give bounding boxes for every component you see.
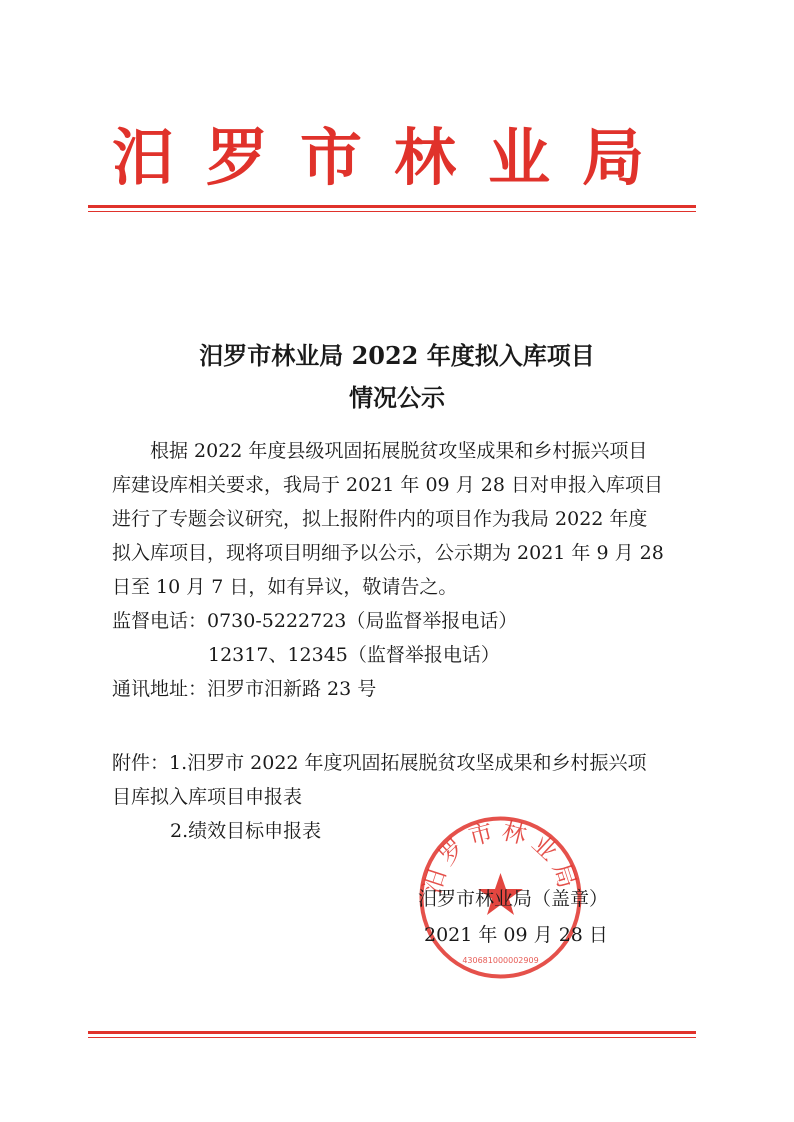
address-line: 通讯地址：汨罗市汨新路 23 号: [112, 678, 377, 700]
doc-title-line2: 情况公示: [349, 383, 445, 412]
paragraph-line: 库建设库相关要求，我局于 2021 年 09 月 28 日对申报入库项目: [112, 474, 663, 496]
attachment-line-2: 目库拟入库项目申报表: [112, 786, 303, 808]
supervision-phone-line-2: 12317、12345（监督举报电话）: [208, 644, 500, 666]
signature-org-line: 汨罗市林业局（盖章）: [418, 888, 609, 910]
svg-text:汨罗市林业局: 汨罗市林业局: [418, 816, 583, 898]
supervision-phone-line: 监督电话：0730-5222723（局监督举报电话）: [112, 610, 518, 632]
signature-date-line: 2021 年 09 月 28 日: [424, 924, 608, 946]
paragraph-line: 根据 2022 年度县级巩固拓展脱贫攻坚成果和乡村振兴项目: [150, 440, 648, 462]
paragraph-line: 日至 10 月 7 日，如有异议，敬请告之。: [112, 576, 458, 598]
letterhead-org-name: 汨罗市林业局: [112, 121, 677, 194]
paragraph-line: 拟入库项目，现将项目明细予以公示，公示期为 2021 年 9 月 28: [112, 542, 664, 564]
svg-text:430681000002909: 430681000002909: [462, 956, 539, 965]
attachment-line-3: 2.绩效目标申报表: [170, 820, 322, 842]
footer-rule-thick: [88, 1031, 696, 1034]
footer-rule-thin: [88, 1037, 696, 1038]
letterhead-rule-thick: [88, 205, 696, 208]
attachment-line-1: 附件：1.汨罗市 2022 年度巩固拓展脱贫攻坚成果和乡村振兴项: [112, 752, 647, 774]
doc-title-line1: 汨罗市林业局 2022 年度拟入库项目: [199, 341, 595, 370]
letterhead-rule-thin: [88, 211, 696, 212]
paragraph-line: 进行了专题会议研究，拟上报附件内的项目作为我局 2022 年度: [112, 508, 648, 530]
